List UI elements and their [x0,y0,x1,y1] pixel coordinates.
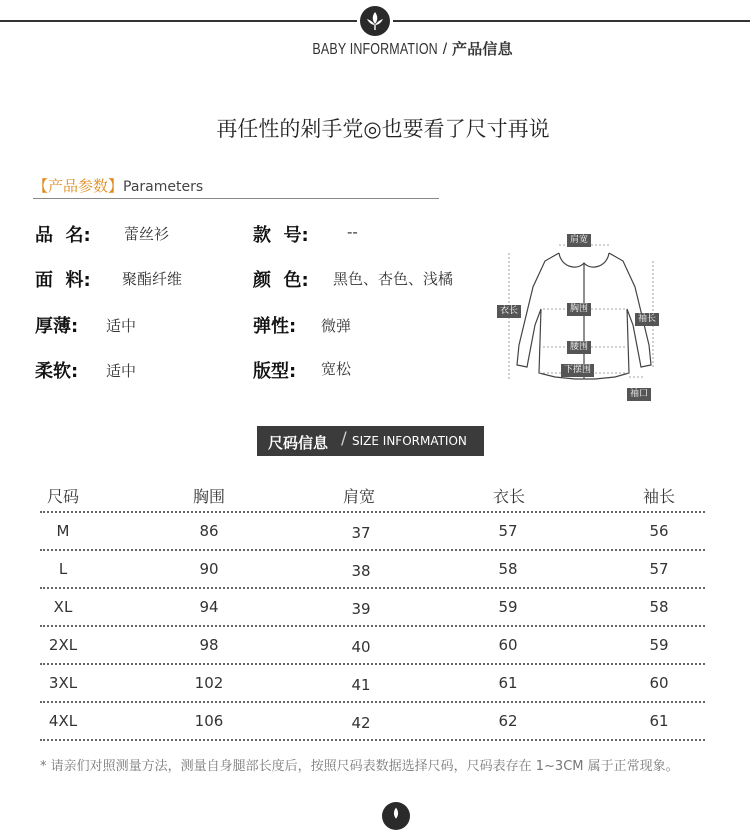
cell-length: 61 [498,674,518,692]
cell-sleeve: 60 [649,674,669,692]
param-label-color: 颜 色: [253,270,309,291]
cell-shoulder: 38 [351,562,371,580]
size-banner-cn: 尺码信息 [268,434,329,452]
table-header-chest: 胸围 [192,487,225,506]
cell-length: 62 [498,712,518,730]
header-rule-right [393,20,750,22]
header-rule-left [0,20,357,22]
cell-length: 60 [498,636,518,654]
param-label-thickness: 厚薄: [35,316,79,337]
params-heading [33,175,203,196]
cell-shoulder: 42 [351,714,371,732]
cell-sleeve: 56 [649,522,669,540]
params-heading-en: Parameters [123,179,204,195]
cell-sleeve: 61 [649,712,669,730]
param-value-thickness: 适中 [106,317,137,335]
table-header-shoulder: 肩宽 [342,487,375,506]
size-info-banner [257,426,484,456]
param-label-fabric: 面 料: [35,270,91,291]
table-divider [40,625,705,627]
diagram-label-cuff: 袖口 [627,388,651,401]
cell-chest: 106 [194,712,224,730]
header-title-en: BABY INFORMATION [312,41,439,58]
cell-size: M [56,522,70,540]
cell-chest: 94 [199,598,219,616]
cell-shoulder: 39 [351,600,371,618]
table-divider [40,511,705,513]
diagram-label-shoulder: 肩宽 [567,234,591,247]
param-label-elasticity: 弹性: [253,316,297,337]
table-divider [40,549,705,551]
param-label-style-no: 款 号: [253,225,309,246]
diagram-label-hem: 下摆围 [561,364,594,377]
cell-length: 59 [498,598,518,616]
header-title [0,38,750,59]
size-banner-sep: / [341,429,347,449]
diagram-label-waist: 腰围 [567,341,591,354]
cell-size: 4XL [48,712,78,730]
lotus-logo-icon [360,6,390,36]
cell-sleeve: 58 [649,598,669,616]
header-title-cn: 产品信息 [452,41,513,58]
shirt-measurement-diagram [497,227,667,407]
cell-size: L [58,560,68,578]
param-value-name: 蕾丝衫 [124,225,170,243]
slogan: 再任性的剁手党◎也要看了尺寸再说 [216,117,550,141]
cell-length: 58 [498,560,518,578]
cell-chest: 86 [199,522,219,540]
cell-length: 57 [498,522,518,540]
param-value-fabric: 聚酯纤维 [122,270,183,288]
footer-lotus-logo-icon [382,802,410,830]
cell-sleeve: 59 [649,636,669,654]
table-header-sleeve: 袖长 [642,487,675,506]
cell-sleeve: 57 [649,560,669,578]
cell-shoulder: 40 [351,638,371,656]
diagram-label-chest: 胸围 [567,303,591,316]
diagram-label-length: 衣长 [497,305,521,318]
diagram-label-sleeve: 袖长 [635,313,659,326]
size-note: * 请亲们对照测量方法，测量自身腿部长度后，按照尺码表数据选择尺码，尺码表存在 1~3CM 属于正常现象。 [40,759,679,774]
params-heading-cn: 【产品参数】 [33,177,124,195]
table-divider [40,701,705,703]
cell-chest: 102 [194,674,224,692]
table-divider [40,587,705,589]
cell-size: 3XL [48,674,78,692]
cell-chest: 98 [199,636,219,654]
cell-chest: 90 [199,560,219,578]
cell-shoulder: 37 [351,524,371,542]
table-header-size: 尺码 [46,487,79,506]
param-value-softness: 适中 [106,362,137,380]
table-divider [40,663,705,665]
cell-shoulder: 41 [351,676,371,694]
size-banner-en: SIZE INFORMATION [352,434,467,448]
params-divider [33,198,439,199]
param-label-name: 品 名: [35,225,91,246]
param-value-color: 黑色、杏色、浅橘 [333,270,454,288]
param-label-fit: 版型: [253,361,297,382]
cell-size: XL [53,598,73,616]
header-title-sep: / [442,41,448,58]
param-value-elasticity: 微弹 [321,317,352,335]
table-divider [40,739,705,741]
param-value-fit: 宽松 [321,360,352,378]
cell-size: 2XL [48,636,78,654]
param-value-style-no: -- [347,223,358,241]
table-header-length: 衣长 [492,487,525,506]
param-label-softness: 柔软: [35,361,79,382]
